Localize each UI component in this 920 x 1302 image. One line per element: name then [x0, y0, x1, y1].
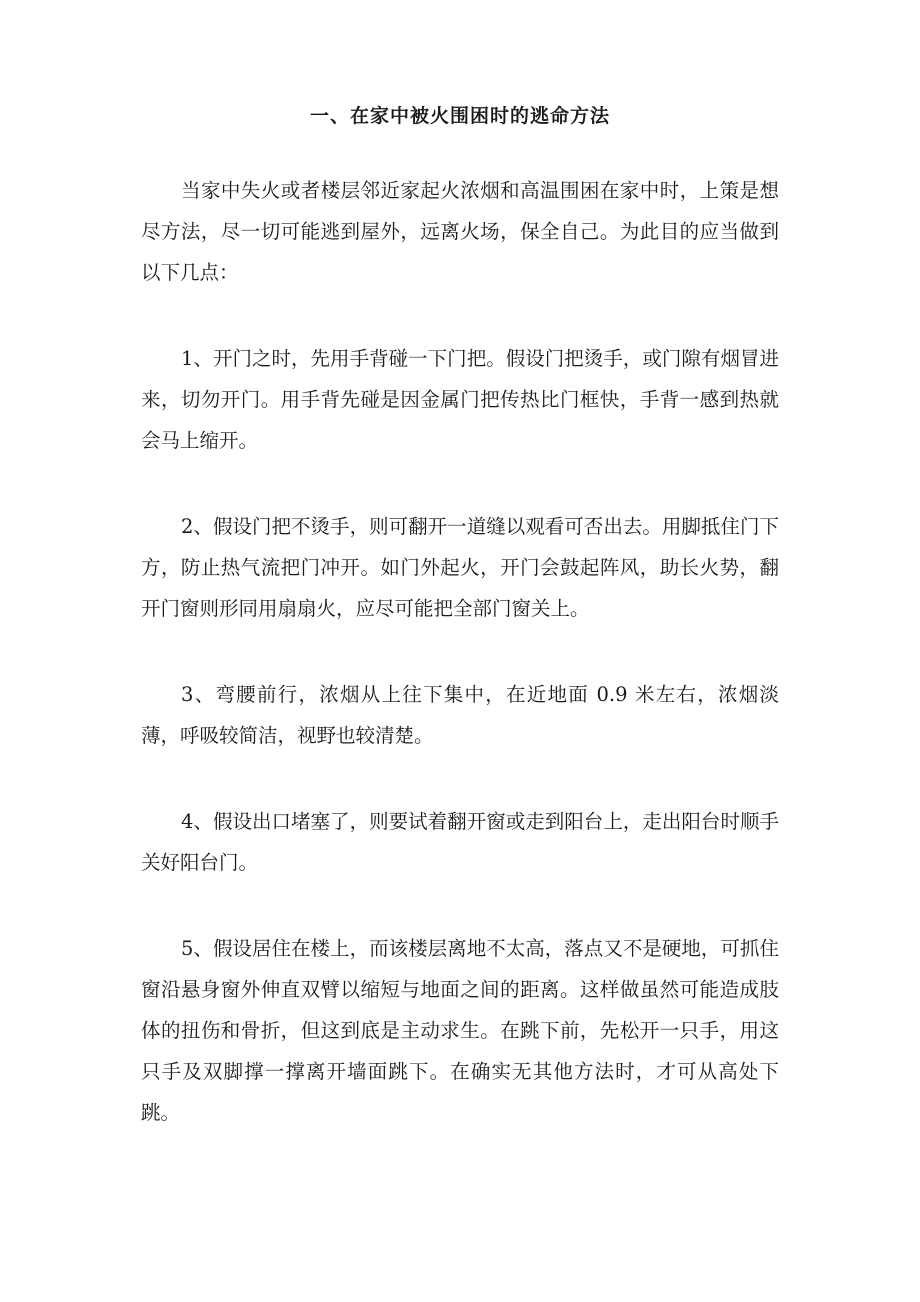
- paragraph-item-1: 1、开门之时，先用手背碰一下门把。假设门把烫手，或门隙有烟冒进来，切勿开门。用手背先碰是因金属门把传热比门框快，手背一感到热就会马上缩开。: [141, 347, 779, 452]
- intro-paragraph: 当家中失火或者楼层邻近家起火浓烟和高温围困在家中时，上策是想尽方法，尽一切可能逃到屋外，远离火场，保全自己。为此目的应当做到以下几点：: [141, 179, 779, 284]
- paragraph-item-5: 5、假设居住在楼上，而该楼层离地不太高，落点又不是硬地，可抓住窗沿悬身窗外伸直双臂以缩短与地面之间的距离。这样做虽然可能造成肢体的扭伤和骨折，但这到底是主动求生。在跳下前，先松开一只手，用这只手及双脚撑一撑离开墙面跳下。在确实无其他方法时，才可从高处下跳。: [141, 937, 779, 1124]
- paragraph-item-2: 2、假设门把不烫手，则可翻开一道缝以观看可否出去。用脚抵住门下方，防止热气流把门冲开。如门外起火，开门会鼓起阵风，助长火势，翻开门窗则形同用扇扇火，应尽可能把全部门窗关上。: [141, 515, 779, 620]
- paragraph-item-3: 3、弯腰前行，浓烟从上往下集中，在近地面 0.9 米左右，浓烟淡薄，呼吸较简洁，视野也较清楚。: [141, 683, 779, 747]
- paragraph-item-4: 4、假设出口堵塞了，则要试着翻开窗或走到阳台上，走出阳台时顺手关好阳台门。: [141, 810, 779, 874]
- document-title: 一、在家中被火围困时的逃命方法: [309, 105, 610, 127]
